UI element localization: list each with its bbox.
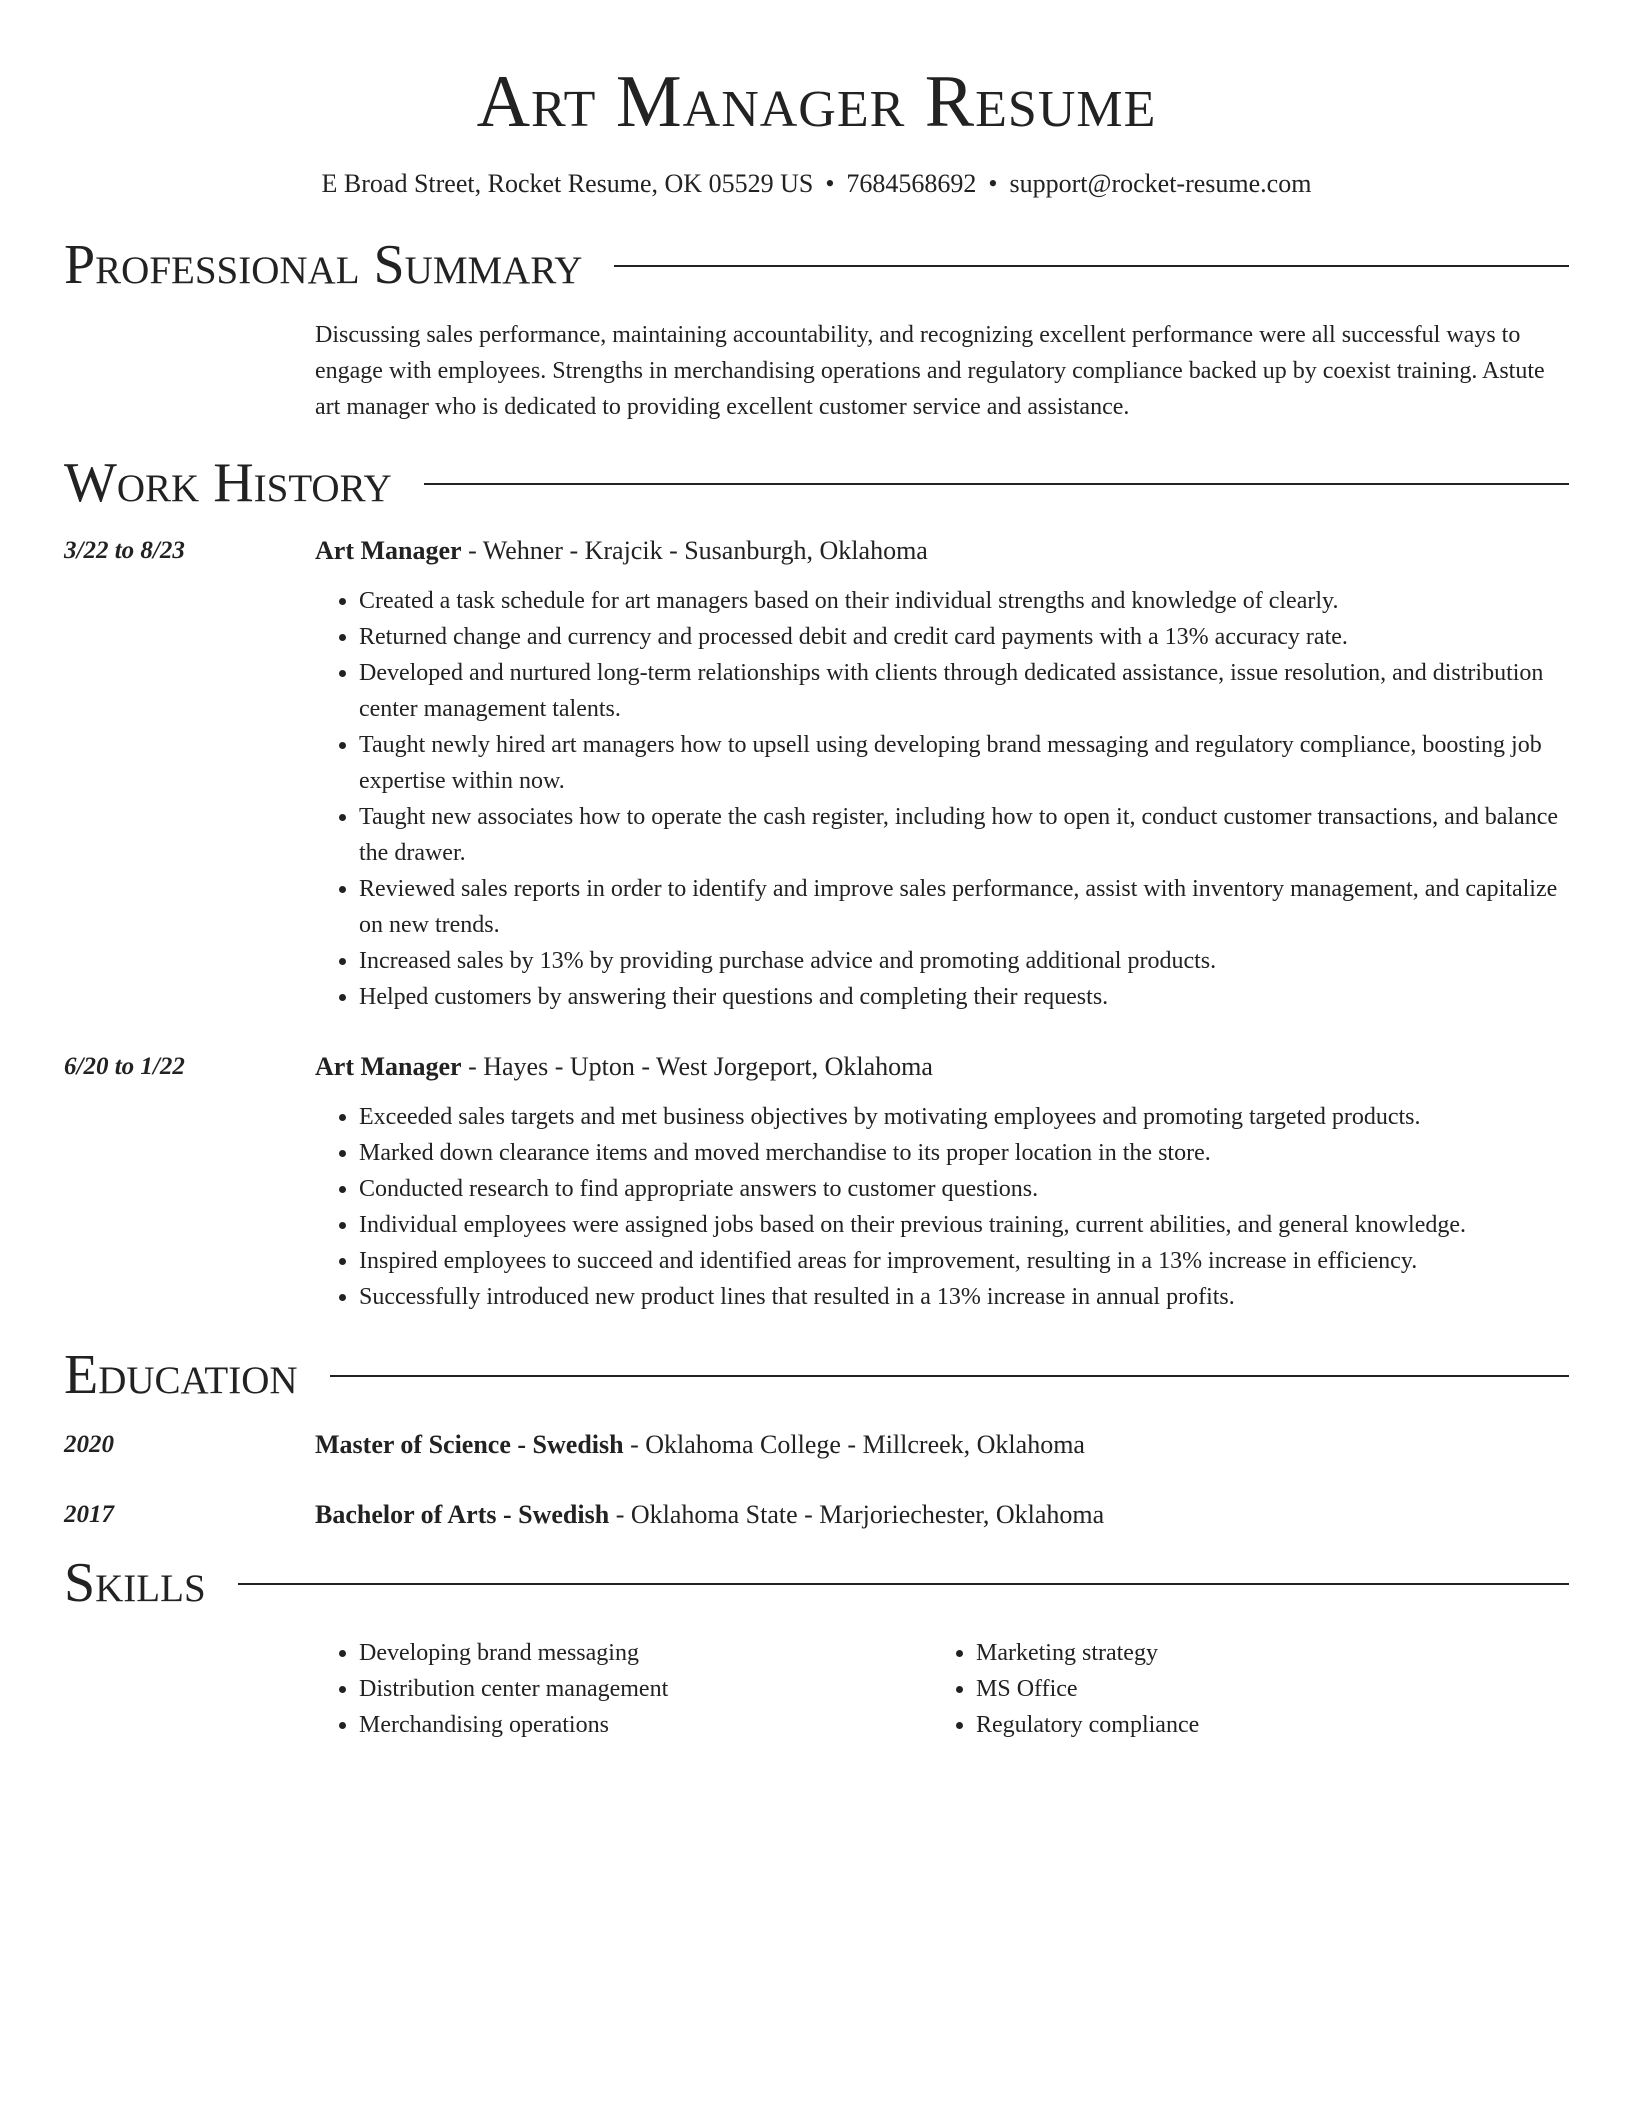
- skills-column-left: [315, 1635, 932, 1743]
- summary-section: [64, 235, 1569, 425]
- job-employer: - Wehner - Krajcik - Susanburgh, Oklahoma: [461, 536, 928, 565]
- job-entry: [64, 533, 1569, 1015]
- contact-phone: 7684568692: [846, 169, 977, 198]
- contact-separator: •: [988, 169, 998, 198]
- contact-line: [64, 168, 1569, 200]
- summary-text: Discussing sales performance, maintaining accountability, and recognizing excellent performance were all successful ways to engage with employees. Strengths in merchandising operations and regulatory compliance backed up by coexist training. Astute art manager who is dedicated to providing excellent customer service and assistance.: [315, 322, 1545, 420]
- job-heading: [315, 533, 1569, 569]
- job-title: Art Manager: [315, 536, 462, 565]
- skill-item: • Marketing strategy: [976, 1635, 1549, 1671]
- job-bullet: • Taught new associates how to operate the cash register, including how to open it, conduct customer transactions, and balance the drawer.: [359, 799, 1569, 871]
- work-history-section: [64, 453, 1569, 1315]
- skill-item: • Regulatory compliance: [976, 1707, 1549, 1743]
- skills-section: [64, 1553, 1569, 1743]
- education-heading: [315, 1497, 1569, 1533]
- contact-address: E Broad Street, Rocket Resume, OK 05529 US: [321, 169, 814, 198]
- job-bullet: • Inspired employees to succeed and identified areas for improvement, resulting in a 13% increase in efficiency.: [359, 1243, 1569, 1279]
- contact-separator: •: [825, 169, 835, 198]
- education-year: 2020: [64, 1431, 114, 1458]
- job-title: Art Manager: [315, 1052, 462, 1081]
- school-details: - Oklahoma State - Marjoriechester, Oklahoma: [609, 1500, 1105, 1529]
- degree-title: Bachelor of Arts - Swedish: [315, 1500, 610, 1529]
- job-dates: 6/20 to 1/22: [64, 1053, 185, 1080]
- job-bullet: • Conducted research to find appropriate answers to customer questions.: [359, 1171, 1569, 1207]
- degree-title: Master of Science - Swedish: [315, 1430, 624, 1459]
- education-entry: [64, 1427, 1569, 1463]
- section-heading-work-history: Work History: [64, 452, 392, 514]
- education-heading: [315, 1427, 1569, 1463]
- work-history-header: [64, 453, 1569, 513]
- section-heading-skills: Skills: [64, 1552, 206, 1614]
- skills-header: [64, 1553, 1569, 1613]
- skills-column-right: [932, 1635, 1549, 1743]
- section-divider: [614, 265, 1569, 267]
- job-bullet: • Taught newly hired art managers how to upsell using developing brand messaging and regulatory compliance, boosting job expertise within now.: [359, 727, 1569, 799]
- job-bullets: [315, 1099, 1569, 1315]
- contact-email: support@rocket-resume.com: [1009, 169, 1312, 198]
- skill-item: • Merchandising operations: [359, 1707, 932, 1743]
- job-bullet: • Marked down clearance items and moved merchandise to its proper location in the store.: [359, 1135, 1569, 1171]
- section-divider: [330, 1375, 1569, 1377]
- job-dates: 3/22 to 8/23: [64, 537, 185, 564]
- section-divider: [424, 483, 1569, 485]
- job-bullet: • Increased sales by 13% by providing purchase advice and promoting additional products.: [359, 943, 1569, 979]
- job-bullet: • Reviewed sales reports in order to identify and improve sales performance, assist with inventory management, and capitalize on new trends.: [359, 871, 1569, 943]
- job-employer: - Hayes - Upton - West Jorgeport, Oklahoma: [461, 1052, 933, 1081]
- education-header: [64, 1345, 1569, 1405]
- job-heading: [315, 1049, 1569, 1085]
- job-bullets: [315, 583, 1569, 1015]
- education-year: 2017: [64, 1501, 114, 1528]
- skill-item: • Developing brand messaging: [359, 1635, 932, 1671]
- resume-title: Art Manager Resume: [476, 61, 1157, 143]
- school-details: - Oklahoma College - Millcreek, Oklahoma: [623, 1430, 1085, 1459]
- skill-item: • MS Office: [976, 1671, 1549, 1707]
- section-heading-summary: Professional Summary: [64, 234, 583, 296]
- skill-item: • Distribution center management: [359, 1671, 932, 1707]
- education-entry: [64, 1497, 1569, 1533]
- job-bullet: • Helped customers by answering their questions and completing their requests.: [359, 979, 1569, 1015]
- section-divider: [238, 1583, 1569, 1585]
- job-bullet: • Exceeded sales targets and met business objectives by motivating employees and promoting targeted products.: [359, 1099, 1569, 1135]
- job-entry: [64, 1049, 1569, 1315]
- job-bullet: • Created a task schedule for art managers based on their individual strengths and knowledge of clearly.: [359, 583, 1569, 619]
- job-bullet: • Returned change and currency and processed debit and credit card payments with a 13% accuracy rate.: [359, 619, 1569, 655]
- skills-grid: [315, 1635, 1569, 1743]
- job-bullet: • Successfully introduced new product lines that resulted in a 13% increase in annual profits.: [359, 1279, 1569, 1315]
- section-heading-education: Education: [64, 1344, 298, 1406]
- education-section: [64, 1345, 1569, 1533]
- job-bullet: • Developed and nurtured long-term relationships with clients through dedicated assistance, issue resolution, and distribution center management talents.: [359, 655, 1569, 727]
- job-bullet: • Individual employees were assigned jobs based on their previous training, current abilities, and general knowledge.: [359, 1207, 1569, 1243]
- summary-header: [64, 235, 1569, 295]
